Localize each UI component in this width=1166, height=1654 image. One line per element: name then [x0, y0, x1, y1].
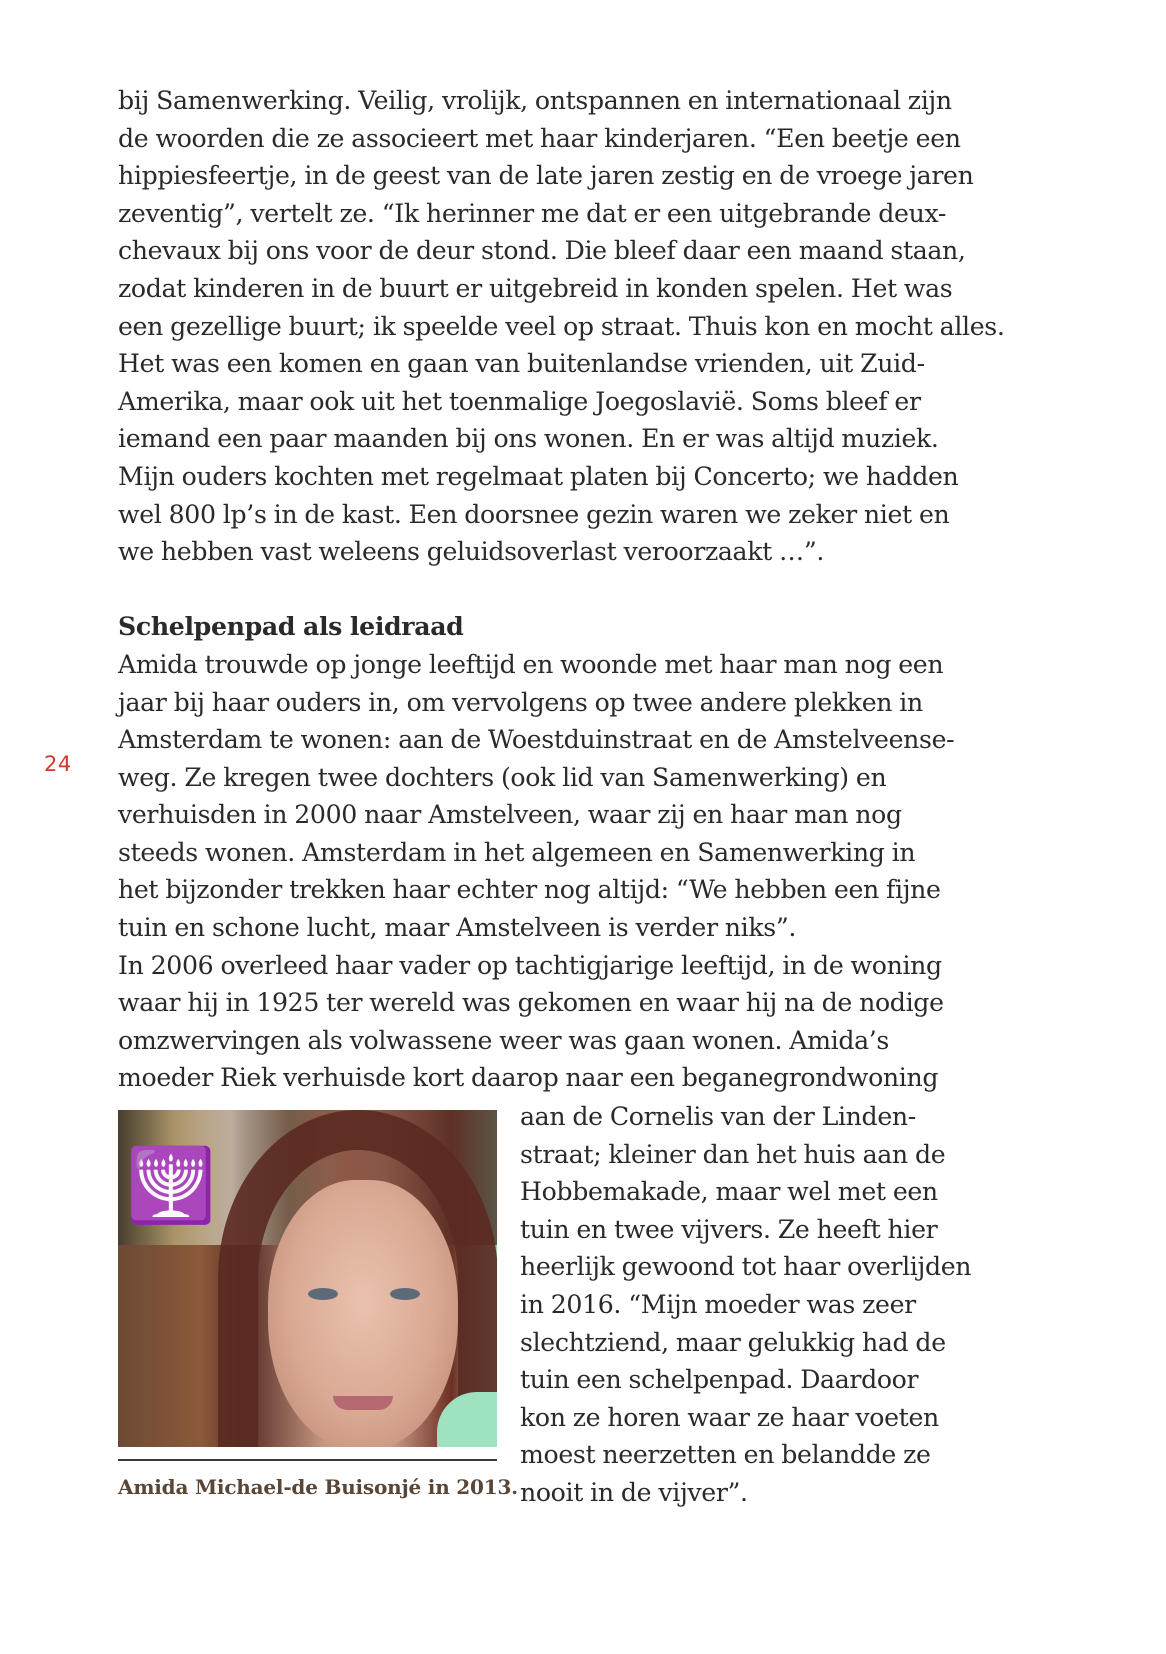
text-line: kon ze horen waar ze haar voeten	[520, 1402, 939, 1432]
text-line: nooit in de vijver”.	[520, 1477, 748, 1507]
figure	[118, 1110, 518, 1499]
text-line: het bijzonder trekken haar echter nog altijd: “We hebben een fijne	[118, 875, 941, 905]
paragraph-2	[118, 646, 998, 947]
text-line: in 2016. “Mijn moeder was zeer	[520, 1289, 916, 1319]
paragraph-1	[118, 82, 1005, 571]
text-line: waar hij in 1925 ter wereld was gekomen en waar hij na de nodige	[118, 988, 944, 1018]
article-column	[118, 82, 1005, 1097]
text-line: iemand een paar maanden bij ons wonen. En er was altijd muziek.	[118, 424, 939, 454]
text-line: zeventig”, vertelt ze. “Ik herinner me dat er een uitgebrande deux-	[118, 198, 947, 228]
text-line: Mijn ouders kochten met regelmaat platen bij Concerto; we hadden	[118, 461, 959, 491]
photo-caption: Amida Michael-de Buisonjé in 2013.	[118, 1475, 518, 1499]
text-line: tuin en schone lucht, maar Amstelveen is verder niks”.	[118, 913, 797, 943]
text-line: steeds wonen. Amsterdam in het algemeen en Samenwerking in	[118, 837, 916, 867]
text-line: chevaux bij ons voor de deur stond. Die bleef daar een maand staan,	[118, 236, 966, 266]
text-line: moest neerzetten en belandde ze	[520, 1440, 931, 1470]
text-line: de woorden die ze associeert met haar kinderjaren. “Een beetje een	[118, 123, 961, 153]
text-line: aan de Cornelis van der Linden-	[520, 1102, 916, 1131]
text-line: omzwervingen als volwassene weer was gaan wonen. Amida’s	[118, 1025, 890, 1055]
text-line: Amsterdam te wonen: aan de Woestduinstraat en de Amstelveense-	[118, 725, 955, 755]
text-line: Het was een komen en gaan van buitenlandse vrienden, uit Zuid-	[118, 349, 925, 379]
text-line: we hebben vast weleens geluidsoverlast veroorzaakt …”.	[118, 537, 825, 567]
section-heading: Schelpenpad als leidraad	[118, 611, 464, 642]
text-line: een gezellige buurt; ik speelde veel op straat. Thuis kon en mocht alles.	[118, 311, 1005, 341]
text-line: moeder Riek verhuisde kort daarop naar een beganegrondwoning	[118, 1063, 939, 1093]
text-line: bij Samenwerking. Veilig, vrolijk, ontspannen en internationaal zijn	[118, 86, 952, 115]
paragraph-3	[118, 947, 998, 1097]
text-line: straat; kleiner dan het huis aan de	[520, 1139, 946, 1169]
text-line: slechtziend, maar gelukkig had de	[520, 1327, 946, 1357]
menorah-icon: 🕎	[126, 1143, 216, 1227]
text-line: wel 800 lp’s in de kast. Een doorsnee gezin waren we zeker niet en	[118, 499, 950, 529]
text-line: tuin een schelpenpad. Daardoor	[520, 1365, 919, 1395]
text-line: In 2006 overleed haar vader op tachtigjarige leeftijd, in de woning	[118, 950, 942, 980]
text-line: zodat kinderen in de buurt er uitgebreid in konden spelen. Het was	[118, 273, 953, 303]
portrait-photo	[118, 1110, 497, 1447]
text-line: Amida trouwde op jonge leeftijd en woonde met haar man nog een	[118, 649, 944, 679]
text-line: heerlijk gewoond tot haar overlijden	[520, 1252, 972, 1282]
text-line: jaar bij haar ouders in, om vervolgens op twee andere plekken in	[118, 687, 923, 717]
caption-rule	[118, 1459, 497, 1461]
text-line: Hobbemakade, maar wel met een	[520, 1177, 938, 1207]
text-line: weg. Ze kregen twee dochters (ook lid van Samenwerking) en	[118, 762, 887, 792]
wrapped-text-column	[520, 1098, 1000, 1512]
page-number: 24	[44, 752, 72, 776]
text-line: hippiesfeertje, in de geest van de late jaren zestig en de vroege jaren	[118, 161, 974, 191]
text-line: Amerika, maar ook uit het toenmalige Joegoslavië. Soms bleef er	[118, 386, 921, 416]
text-line: verhuisden in 2000 naar Amstelveen, waar zij en haar man nog	[118, 800, 902, 830]
text-line: tuin en twee vijvers. Ze heeft hier	[520, 1214, 938, 1244]
